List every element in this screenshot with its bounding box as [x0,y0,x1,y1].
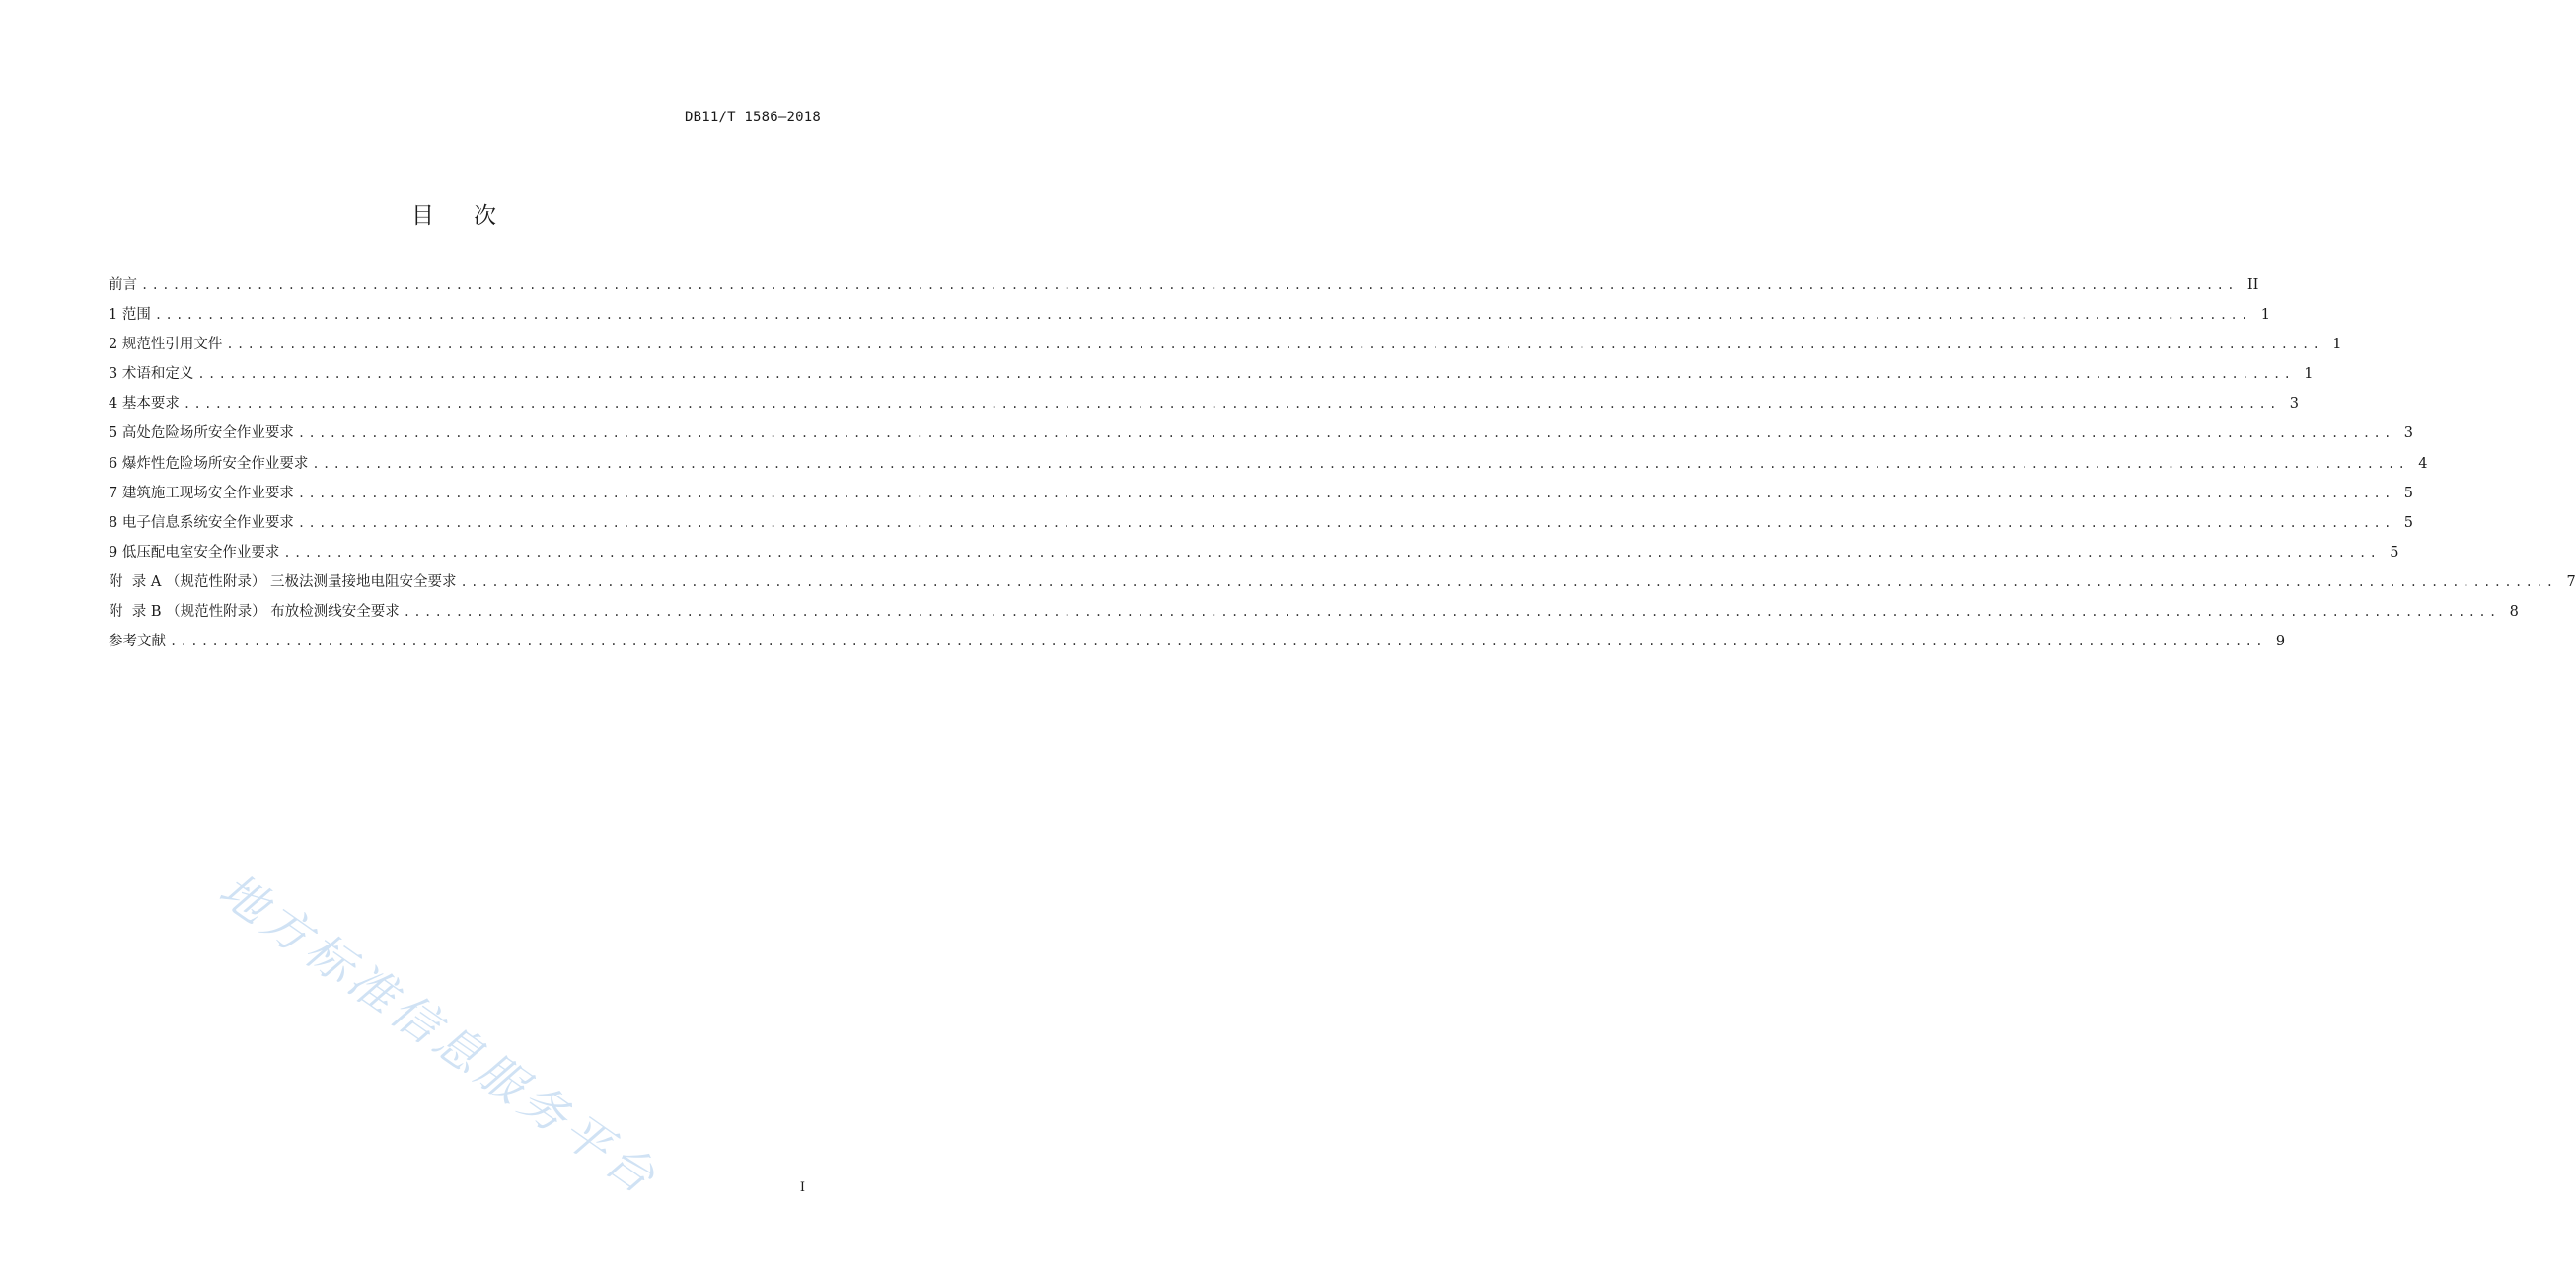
toc-entry-page: 4 [2418,455,2428,472]
toc-entry-label: 3 术语和定义 [109,366,194,383]
toc-entry[interactable] [109,601,2519,631]
toc-leader-dots: ........................................................................................................................................................................................................ [197,367,2295,382]
toc-entry[interactable] [109,571,2576,601]
toc-leader-dots: ........................................................................................................................................................................................................ [297,515,2394,530]
toc-entry-label: 9 低压配电室安全作业要求 [109,544,280,561]
toc-entry-page: 9 [2275,634,2286,650]
toc-entry[interactable] [109,334,2342,363]
toc-entry-label: 7 建筑施工现场安全作业要求 [109,485,294,501]
toc-leader-dots: ........................................................................................................................................................................................................ [283,545,2381,560]
toc-entry-page: 5 [2403,514,2413,531]
toc-entry-page: 1 [2332,337,2342,353]
toc-entry-page: 5 [2403,485,2413,501]
toc-entry-label: 1 范围 [109,307,151,324]
toc-entry-label: 前言 [109,277,137,293]
toc-entry-label: 8 电子信息系统安全作业要求 [109,514,294,531]
toc-entry[interactable] [109,483,2413,512]
toc-entry-page: 3 [2289,396,2299,413]
toc-entry-label: 参考文献 [109,634,166,650]
toc-entry-page: 8 [2509,604,2519,621]
toc-entry-label: 4 基本要求 [109,396,180,413]
toc-leader-dots: ........................................................................................................................................................................................................ [154,308,2251,323]
page-number: I [799,1180,805,1195]
toc-leader-dots: ........................................................................................................................................................................................................ [403,605,2500,620]
toc-entry[interactable] [109,422,2413,452]
toc-entry-label: 2 规范性引用文件 [109,337,223,353]
toc-leader-dots: ........................................................................................................................................................................................................ [297,486,2394,500]
toc-leader-dots: ........................................................................................................................................................................................................ [170,635,2266,649]
toc-title: 目次 [411,203,536,229]
toc-entry[interactable] [109,274,2259,304]
toc-leader-dots: ........................................................................................................................................................................................................ [460,574,2557,589]
toc-entry[interactable] [109,393,2299,422]
table-of-contents [109,274,2576,660]
toc-entry[interactable] [109,363,2314,393]
toc-entry-page: 5 [2390,544,2399,561]
watermark-text: 地方标准信息服务平台 [208,863,669,1208]
toc-entry[interactable] [109,631,2286,660]
toc-leader-dots: ........................................................................................................................................................................................................ [312,456,2409,471]
toc-entry-label: 5 高处危险场所安全作业要求 [109,425,294,442]
toc-entry[interactable] [109,304,2270,334]
toc-entry-page: 7 [2566,573,2576,590]
toc-entry[interactable] [109,512,2413,542]
toc-entry-page: II [2246,277,2259,293]
toc-entry-label: 6 爆炸性危险场所安全作业要求 [109,455,309,472]
toc-entry[interactable] [109,453,2428,483]
toc-entry-label: 附 录 B （规范性附录） 布放检测线安全要求 [109,604,400,621]
toc-entry-page: 1 [2304,366,2314,383]
toc-entry-label: 附 录 A （规范性附录） 三极法测量接地电阻安全要求 [109,573,457,590]
toc-entry-page: 1 [2260,307,2270,324]
document-code: DB11/T 1586—2018 [684,110,821,125]
toc-entry[interactable] [109,542,2399,571]
toc-leader-dots: ........................................................................................................................................................................................................ [183,397,2280,412]
toc-entry-page: 3 [2403,425,2413,442]
toc-leader-dots: ........................................................................................................................................................................................................ [226,338,2323,352]
toc-leader-dots: ........................................................................................................................................................................................................ [297,426,2394,441]
toc-leader-dots: ........................................................................................................................................................................................................ [141,278,2238,292]
